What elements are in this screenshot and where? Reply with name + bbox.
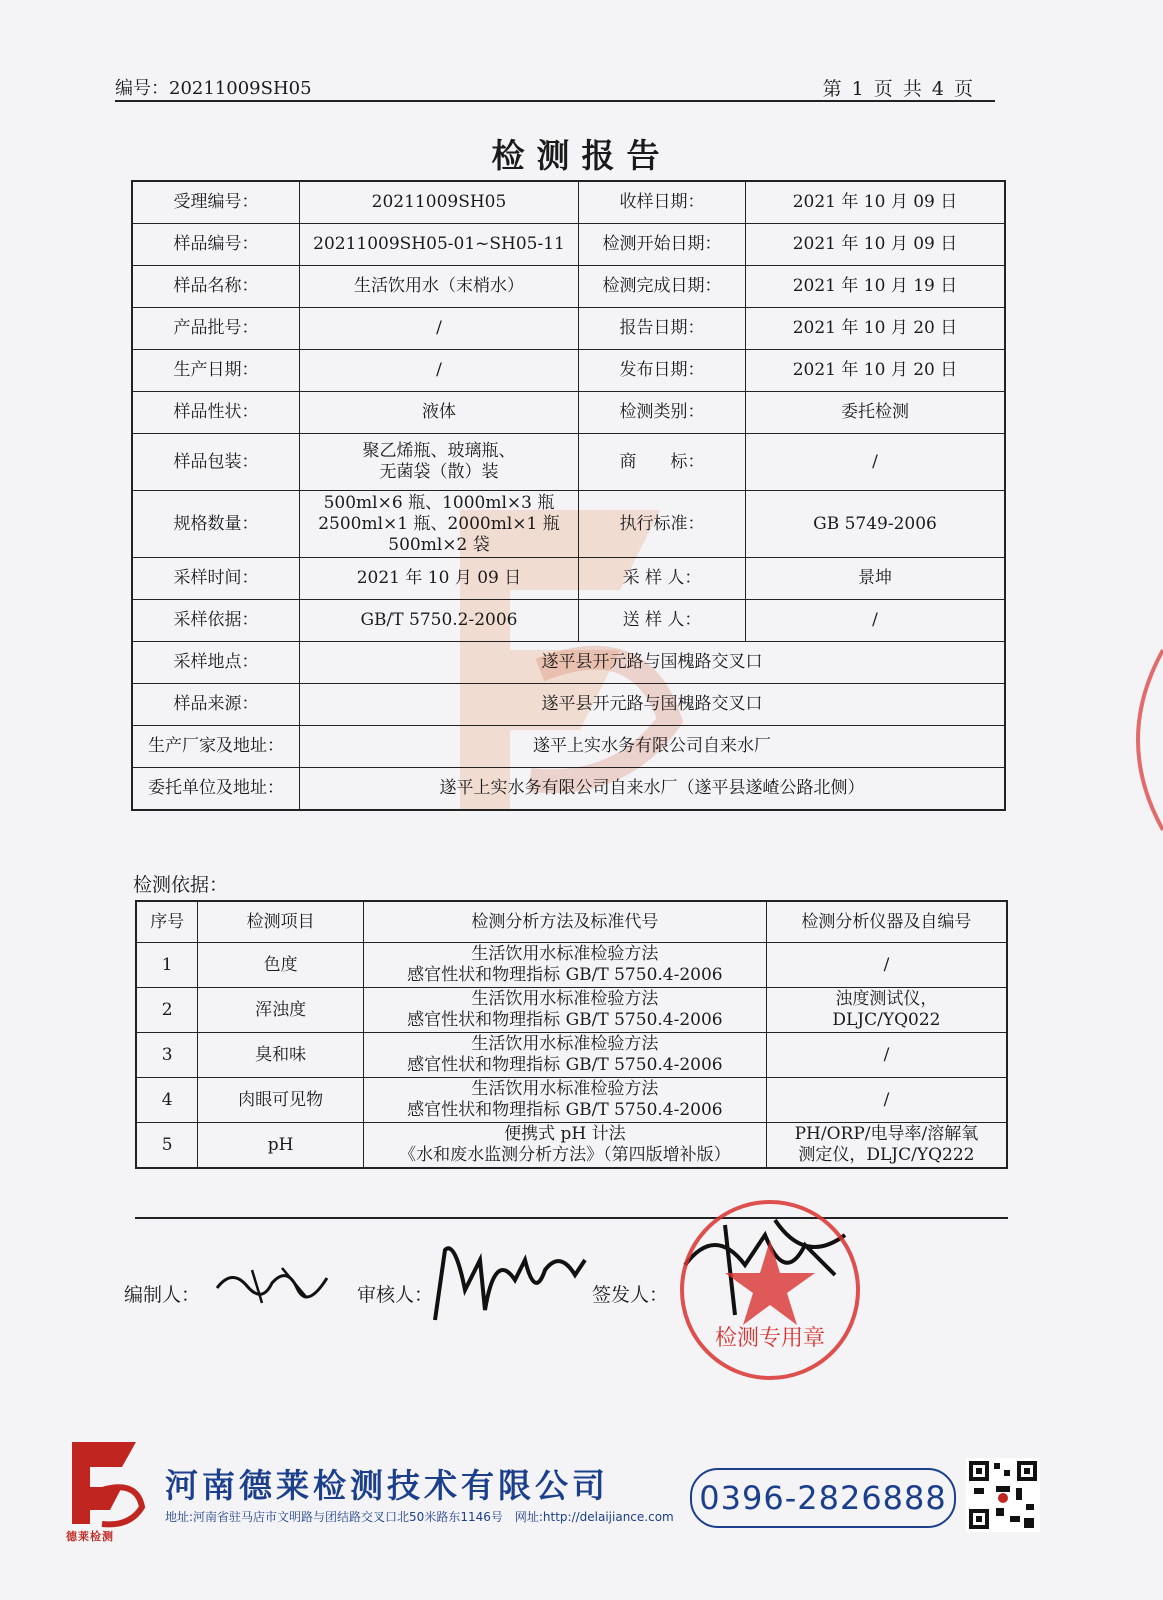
info-label: 受理编号：: [132, 181, 300, 224]
basis-row: [136, 1078, 1007, 1123]
logo-text: 德莱检测: [66, 1530, 114, 1543]
basis-header-cell: 检测项目: [198, 901, 364, 943]
issuer-label: 签发人：: [592, 1284, 669, 1306]
info-row: [132, 181, 1005, 224]
info-row: [132, 600, 1005, 642]
info-value: 液体: [300, 392, 579, 434]
info-row: [132, 768, 1005, 811]
info-value: 遂平上实水务有限公司自来水厂: [300, 726, 1006, 768]
info-value: /: [300, 308, 579, 350]
basis-cell: 生活饮用水标准检验方法 感官性状和物理指标 GB/T 5750.4-2006: [363, 943, 766, 988]
basis-cell: 2: [136, 988, 198, 1033]
info-value: 遂平上实水务有限公司自来水厂（遂平县遂嵖公路北侧）: [300, 768, 1006, 811]
sample-info-table: [131, 180, 1006, 811]
info-value: /: [300, 350, 579, 392]
signature-divider: [135, 1217, 1008, 1219]
info-label: 发布日期：: [579, 350, 746, 392]
basis-cell: 臭和味: [198, 1033, 364, 1078]
seal-text: 检测专用章: [714, 1326, 826, 1351]
info-label: 采样时间：: [132, 558, 300, 600]
info-label: 生产日期：: [132, 350, 300, 392]
basis-cell: 5: [136, 1123, 198, 1169]
info-value: GB 5749-2006: [746, 491, 1006, 558]
basis-cell: 生活饮用水标准检验方法 感官性状和物理指标 GB/T 5750.4-2006: [363, 988, 766, 1033]
info-value: 委托检测: [746, 392, 1006, 434]
info-label: 生产厂家及地址：: [132, 726, 300, 768]
info-row: [132, 642, 1005, 684]
info-label: 采样地点：: [132, 642, 300, 684]
info-value: 景坤: [746, 558, 1006, 600]
basis-cell: /: [766, 1078, 1007, 1123]
company-address: 地址:河南省驻马店市文明路与团结路交叉口北50米路东1146号 网址:http://delaijiance.com: [165, 1510, 674, 1524]
info-label: 样品包装：: [132, 434, 300, 491]
basis-cell: 生活饮用水标准检验方法 感官性状和物理指标 GB/T 5750.4-2006: [363, 1033, 766, 1078]
basis-cell: 便携式 pH 计法 《水和废水监测分析方法》（第四版增补版）: [363, 1123, 766, 1169]
basis-cell: pH: [198, 1123, 364, 1169]
company-logo-icon: [62, 1432, 146, 1532]
info-label: 收样日期：: [579, 181, 746, 224]
test-basis-table: [135, 900, 1008, 1169]
reviewer-label: 审核人：: [357, 1284, 434, 1306]
basis-cell: 色度: [198, 943, 364, 988]
basis-row: [136, 943, 1007, 988]
basis-row: [136, 988, 1007, 1033]
reviewer-signature-icon: [425, 1230, 595, 1330]
info-value: 2021 年 10 月 20 日: [746, 308, 1006, 350]
info-value: 生活饮用水（末梢水）: [300, 266, 579, 308]
info-row: [132, 350, 1005, 392]
info-label: 执行标准：: [579, 491, 746, 558]
basis-cell: 浑浊度: [198, 988, 364, 1033]
info-value: 聚乙烯瓶、玻璃瓶、 无菌袋（散）装: [300, 434, 579, 491]
info-row: [132, 308, 1005, 350]
basis-row: [136, 1033, 1007, 1078]
info-value: 20211009SH05-01~SH05-11: [300, 224, 579, 266]
info-row: [132, 726, 1005, 768]
info-label: 委托单位及地址：: [132, 768, 300, 811]
info-value: GB/T 5750.2-2006: [300, 600, 579, 642]
qr-code-icon: [966, 1458, 1040, 1532]
official-seal-icon: [675, 1195, 865, 1385]
basis-header-cell: 序号: [136, 901, 198, 943]
basis-cell: /: [766, 1033, 1007, 1078]
info-value: 2021 年 10 月 20 日: [746, 350, 1006, 392]
info-label: 样品性状：: [132, 392, 300, 434]
side-seal-icon: [1093, 640, 1163, 840]
info-label: 采 样 人：: [579, 558, 746, 600]
document-title: 检测报告: [491, 136, 672, 175]
info-label: 检测开始日期：: [579, 224, 746, 266]
basis-header-cell: 检测分析方法及标准代号: [363, 901, 766, 943]
info-row: [132, 491, 1005, 558]
page-info: 第 1 页 共 4 页: [822, 78, 975, 100]
basis-cell: 3: [136, 1033, 198, 1078]
info-value: 遂平县开元路与国槐路交叉口: [300, 642, 1006, 684]
company-phone: 0396-2826888: [690, 1468, 956, 1528]
info-value: /: [746, 434, 1006, 491]
basis-header-cell: 检测分析仪器及自编号: [766, 901, 1007, 943]
info-row: [132, 558, 1005, 600]
info-row: [132, 684, 1005, 726]
info-value: 2021 年 10 月 09 日: [300, 558, 579, 600]
basis-cell: 肉眼可见物: [198, 1078, 364, 1123]
info-label: 检测类别：: [579, 392, 746, 434]
info-label: 产品批号：: [132, 308, 300, 350]
info-value: 遂平县开元路与国槐路交叉口: [300, 684, 1006, 726]
info-value: 2021 年 10 月 09 日: [746, 181, 1006, 224]
report-number: 编号：20211009SH05: [115, 78, 312, 99]
basis-header-row: [136, 901, 1007, 943]
info-label: 样品名称：: [132, 266, 300, 308]
basis-cell: 生活饮用水标准检验方法 感官性状和物理指标 GB/T 5750.4-2006: [363, 1078, 766, 1123]
company-name: 河南德莱检测技术有限公司: [165, 1466, 609, 1505]
info-label: 规格数量：: [132, 491, 300, 558]
compiler-signature-icon: [212, 1258, 332, 1308]
info-row: [132, 392, 1005, 434]
basis-cell: PH/ORP/电导率/溶解氧 测定仪，DLJC/YQ222: [766, 1123, 1007, 1169]
info-value: 2021 年 10 月 19 日: [746, 266, 1006, 308]
info-value: 20211009SH05: [300, 181, 579, 224]
info-value: /: [746, 600, 1006, 642]
info-label: 采样依据：: [132, 600, 300, 642]
info-label: 样品来源：: [132, 684, 300, 726]
info-value: 2021 年 10 月 09 日: [746, 224, 1006, 266]
info-label: 检测完成日期：: [579, 266, 746, 308]
header: [115, 74, 995, 102]
basis-cell: /: [766, 943, 1007, 988]
info-row: [132, 266, 1005, 308]
basis-row: [136, 1123, 1007, 1169]
basis-cell: 浊度测试仪， DLJC/YQ022: [766, 988, 1007, 1033]
basis-title: 检测依据：: [133, 874, 229, 896]
info-value: 500ml×6 瓶、1000ml×3 瓶 2500ml×1 瓶、2000ml×1 瓶 500ml×2 袋: [300, 491, 579, 558]
info-label: 商 标：: [579, 434, 746, 491]
info-label: 送 样 人：: [579, 600, 746, 642]
compiler-label: 编制人：: [124, 1284, 201, 1306]
basis-cell: 4: [136, 1078, 198, 1123]
info-label: 报告日期：: [579, 308, 746, 350]
info-row: [132, 434, 1005, 491]
info-label: 样品编号：: [132, 224, 300, 266]
basis-cell: 1: [136, 943, 198, 988]
info-row: [132, 224, 1005, 266]
